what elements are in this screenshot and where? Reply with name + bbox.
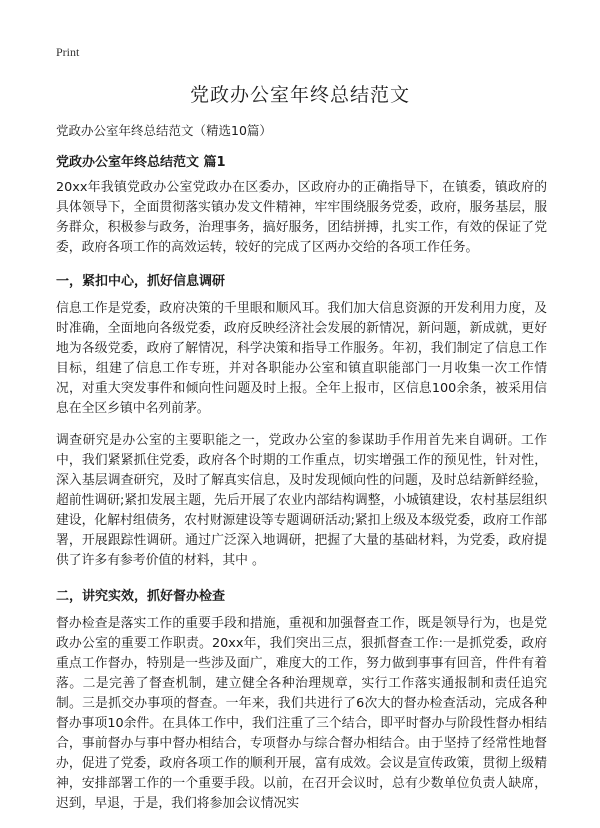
paragraph-information: 信息工作是党委，政府决策的千里眼和顺风耳。我们加大信息资源的开发利用力度，及时准确，全面地向各级党委，政府反映经济社会发展的新情况，新问题，新成就，更好地为各级党委，政府了解情况，科学决策和指导工作服务。年初，我们制定了信息工作目标，组建了信息工作专班，并对各职能办公室和镇直职能部门一月收集一次工作情况，对重大突发事件和倾向性问题及时上报。全年上报市，区信息100余条，被采用信息在全区乡镇中名列前茅。 bbox=[56, 301, 547, 416]
paragraph-supervision: 督办检查是落实工作的重要手段和措施，重视和加强督查工作，既是领导行为，也是党政办公室的重要工作职责。20xx年，我们突出三点，狠抓督查工作:一是抓党委，政府重点工作督办，特别是一些涉及面广，难度大的工作，努力做到事事有回音，件件有着落。二是完善了督查机制，建立健全各种治理规章，实行工作落实通报制和责任追究制。三是抓交办事项的督查。一年来，我们共进行了6次大的督办检查活动，完成各种督办事项10余件。在具体工作中，我们注重了三个结合，即平时督办与阶段性督办相结合，事前督办与事中督办相结合，专项督办与综合督办相结合。由于坚持了经常性地督办，促进了党委，政府各项工作的顺利开展，富有成效。会议是宣传政策，贯彻上级精神，安排部署工作的一个重要手段。以前，在召开会议时，总有少数单位负责人缺席，迟到，早退，于是，我们将参加会议情况实 bbox=[56, 616, 547, 811]
print-label: Print bbox=[56, 45, 80, 59]
document-body bbox=[56, 178, 547, 814]
paragraph-research: 调查研究是办公室的主要职能之一，党政办公室的参谋助手作用首先来自调研。工作中，我们紧紧抓住党委，政府各个时期的工作重点，切实增强工作的预见性，针对性，深入基层调查研究，及时了解真实信息，及时发现倾向性的问题，及时总结新鲜经验，超前性调研;紧扣发展主题，先后开展了农业内部结构调整，小城镇建设，农村基层组织建设，化解村组债务，农村财源建设等专题调研活动;紧扣上级及本级党委，政府工作部署，开展跟踪性调研。通过广泛深入地调研，把握了大量的基础材料，为党委，政府提供了许多有参考价值的材料，其中 。 bbox=[56, 433, 547, 568]
section-heading-2: 二，讲究实效，抓好督办检查 bbox=[56, 589, 226, 604]
document-subtitle: 党政办公室年终总结范文（精选10篇） bbox=[56, 123, 272, 138]
paragraph-intro: 20xx年我镇党政办公室党政办在区委办，区政府办的正确指导下，在镇委，镇政府的具体领导下，全面贯彻落实镇办发文件精神，牢牢围绕服务党委，政府，服务基层，服务群众，积极参与政务，治理事务，搞好服务，团结拼搏，扎实工作，有效的保证了党委，政府各项工作的高效运转，较好的完成了区两办交给的各项工作任务。 bbox=[56, 180, 547, 255]
article-heading: 党政办公室年终总结范文 篇1 bbox=[56, 155, 226, 170]
document-title: 党政办公室年终总结范文 bbox=[189, 84, 410, 106]
section-heading-1: 一，紧扣中心，抓好信息调研 bbox=[56, 274, 226, 289]
